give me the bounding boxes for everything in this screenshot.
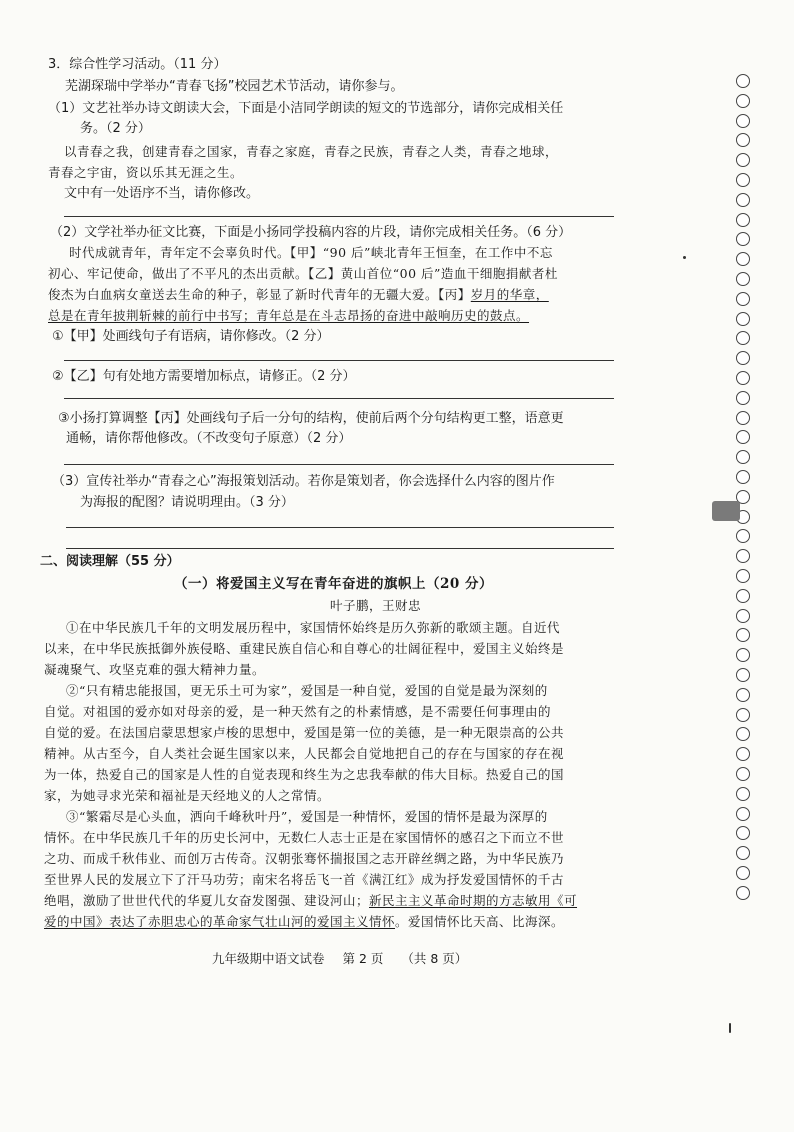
binding-ring [736,153,750,167]
binding-ring [736,767,750,781]
binding-tab [712,501,740,521]
binding-ring [736,846,750,860]
binding-ring [736,312,750,326]
paragraph-2: 家，为她寻求光荣和福祉是天经地义的人之常情。 [44,788,331,803]
part-3-prompt-cont: 为海报的配图？请说明理由。（3 分） [80,495,294,510]
task-2: ②【乙】句有处地方需要增加标点，请修正。（2 分） [52,369,356,384]
binding-ring [736,133,750,147]
scan-mark [729,1023,731,1033]
paragraph-2: 精神。从古至今，自人类社会诞生国家以来，人民都会自觉地把自己的存在与国家的存在视 [44,746,565,761]
poem-line: 青春之宇宙，资以乐其无涯之生。 [48,165,244,180]
paragraph-3: 至世界人民的发展立下了汗马功劳；南宋名将岳飞一首《满江红》成为抒发爱国情怀的千古 [44,872,565,887]
paragraph-3: 之功、而成千秋伟业、而创万古传奇。汉朝张骞怀揣报国之志开辟丝绸之路，为中华民族乃 [44,851,565,866]
binding-ring [736,450,750,464]
binding-ring [736,549,750,563]
part-1-prompt-cont: 务。（2 分） [80,121,151,136]
binding-ring [736,252,750,266]
binding-ring [736,173,750,187]
paragraph-2: 自觉。对祖国的爱亦如对母亲的爱，是一种天然有之的朴素情感，是不需要任何事理由的 [44,704,552,719]
answer-line[interactable] [64,398,614,399]
exam-name: 九年级期中语文试卷 [212,951,325,966]
binding-ring [736,609,750,623]
part-1-ask: 文中有一处语序不当，请你修改。 [64,186,260,201]
binding-ring [736,569,750,583]
binding-ring [736,747,750,761]
paragraph-3: ③“繁霜尽是心头血，洒向千峰秋叶丹”，爱国是一种情怀，爱国的情怀是最为深厚的 [66,809,548,824]
binding-ring [736,826,750,840]
binding-ring [736,648,750,662]
binding-ring [736,628,750,642]
article-authors: 叶子鹏，王财忠 [330,598,422,613]
scan-mark [683,256,686,259]
paragraph-1: 凝魂聚气、攻坚克难的强大精神力量。 [44,662,266,677]
task-1: ①【甲】处画线句子有语病，请你修改。（2 分） [52,329,330,344]
binding-ring [736,886,750,900]
binding-ring [736,331,750,345]
binding-ring [736,668,750,682]
answer-line[interactable] [64,360,614,361]
essay-line: 时代成就青年，青年定不会辜负时代。【甲】“90 后”峡北青年王恒奎，在工作中不忘 [69,245,553,260]
paragraph-3: 爱的中国》表达了赤胆忠心的革命家气壮山河的爱国主义情怀。爱国情怀比天高、比海深。 [44,914,565,929]
binding-ring [736,727,750,741]
part-1-prompt: （1）文艺社举办诗文朗读大会，下面是小洁同学朗读的短文的节选部分，请你完成相关任 [48,101,564,116]
task-3: ③小扬打算调整【丙】处画线句子后一分句的结构，使前后两个分句结构更工整，语意更 [58,411,564,426]
binding-ring [736,94,750,108]
binding-ring [736,430,750,444]
paragraph-2: ②“只有精忠能报国，更无乐土可为家”，爱国是一种自觉，爱国的自觉是最为深刻的 [66,683,548,698]
article-title: （一）将爱国主义写在青年奋进的旗帜上（20 分） [174,576,493,592]
answer-line[interactable] [66,548,614,549]
paragraph-1: 以来，在中华民族抵御外族侵略、重建民族自信心和自尊心的壮阔征程中，爱国主义始终是 [44,641,565,656]
page-footer [212,949,481,967]
binding-ring [736,411,750,425]
part-3-prompt: （3）宣传社举办“青春之心”海报策划活动。若你是策划者，你会选择什么内容的图片作 [52,474,555,489]
question-3-intro: 芜湖琛瑞中学举办“青春飞扬”校园艺术节活动，请你参与。 [65,79,404,94]
paragraph-3: 情怀。在中华民族几千年的历史长河中，无数仁人志士正是在家国情怀的感召之下而立不世 [44,830,565,845]
part-2-prompt: （2）文学社举办征文比赛，下面是小扬同学投稿内容的片段，请你完成相关任务。（6 分） [50,225,572,240]
binding-ring [736,589,750,603]
binding-ring [736,688,750,702]
binding-ring [736,529,750,543]
paragraph-3: 绝唱，激励了世世代代的华夏儿女奋发图强、建设河山；新民主主义革命时期的方志敏用《可 [44,893,578,908]
task-3-cont: 通畅，请你帮他修改。（不改变句子原意）（2 分） [66,431,352,446]
essay-line: 俊杰为白血病女童送去生命的种子，彰显了新时代青年的无疆大爱。【丙】岁月的华章， [48,287,549,302]
binding-ring [736,292,750,306]
section-2-heading: 二、阅读理解（55 分） [40,554,180,569]
binding-ring [736,213,750,227]
binding-ring [736,114,750,128]
binding-ring [736,371,750,385]
essay-line-underlined: 总是在青年披荆斩棘的前行中书写；青年总是在斗志昂扬的奋进中敲响历史的鼓点。 [48,308,530,323]
binding-ring [736,787,750,801]
paragraph-2: 自觉的爱。在法国启蒙思想家卢梭的思想中，爱国是第一位的美德，是一种无限崇高的公共 [44,725,565,740]
poem-line: 以青春之我，创建青春之国家，青春之家庭，青春之民族，青春之人类，青春之地球， [64,144,559,159]
binding-ring [736,470,750,484]
binding-ring [736,866,750,880]
paragraph-2: 为一体，热爱自己的国家是人性的自觉表现和终生为之忠我奉献的伟大目标。热爱自己的国 [44,767,565,782]
page-total: （共 8 页） [401,951,468,966]
binding-ring [736,272,750,286]
binding-ring [736,351,750,365]
paragraph-1: ①在中华民族几千年的文明发展历程中，家国情怀始终是历久弥新的歌颂主题。自近代 [66,620,561,635]
answer-line[interactable] [66,527,614,528]
question-3-heading: 3．综合性学习活动。（11 分） [48,57,227,72]
binding-ring [736,807,750,821]
answer-line[interactable] [64,464,614,465]
binding-ring [736,708,750,722]
binding-ring [736,232,750,246]
essay-line: 初心、牢记使命，做出了不平凡的杰出贡献。【乙】黄山首位“00 后”造血干细胞捐献者杜 [48,266,558,281]
answer-line[interactable] [64,216,614,217]
binding-ring [736,74,750,88]
binding-ring [736,391,750,405]
page-number: 第 2 页 [342,951,384,966]
binding-ring [736,193,750,207]
